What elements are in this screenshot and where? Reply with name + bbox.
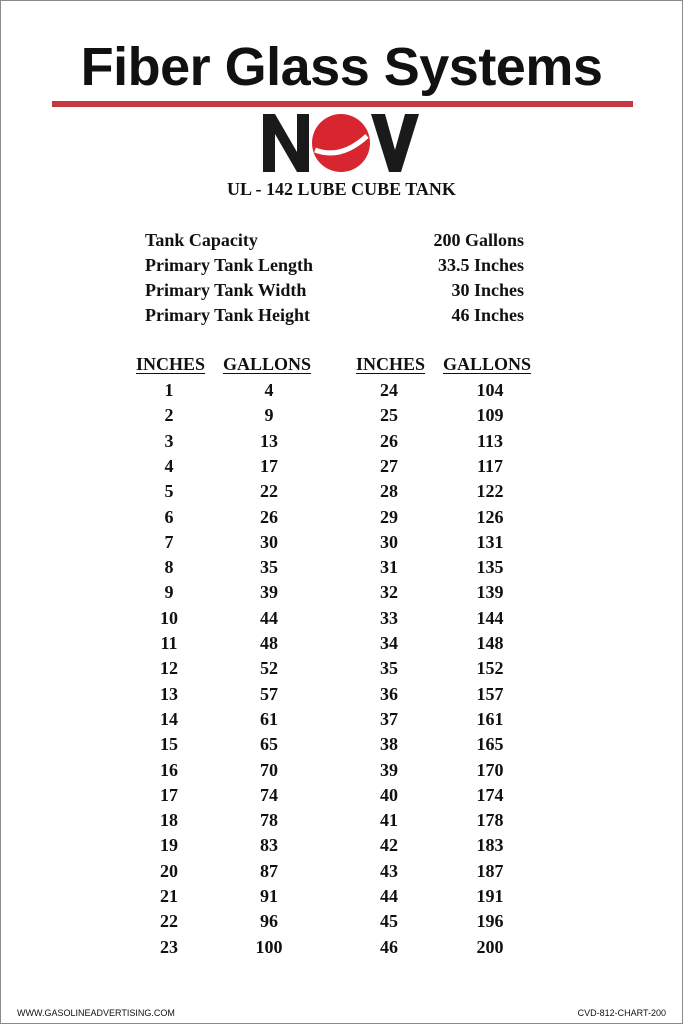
spec-row-capacity: [1, 229, 682, 253]
table-cell-inches: 21: [160, 886, 178, 906]
table-cell-inches: 38: [380, 734, 398, 755]
table-cell-gallons: 126: [476, 506, 504, 527]
table-cell-inches: 25: [380, 405, 398, 426]
table-cell-inches: 4: [164, 455, 174, 476]
table-cell-gallons: 52: [260, 658, 278, 679]
table-cell-inches: 9: [164, 582, 174, 603]
spec-value: 46 Inches: [451, 305, 524, 325]
table-cell-gallons: 187: [476, 860, 504, 881]
table-cell-gallons: 170: [476, 759, 504, 780]
table-cell-gallons: 104: [476, 380, 504, 400]
table-cell-inches: 45: [380, 911, 398, 932]
table-cell-inches: 19: [160, 835, 178, 856]
table-cell-inches: 34: [380, 633, 398, 653]
table-cell-inches: 6: [164, 506, 174, 527]
table-cell-inches: 42: [380, 835, 398, 856]
table-cell-gallons: 157: [476, 683, 504, 704]
red-divider: [52, 101, 633, 107]
table-cell-gallons: 152: [476, 658, 504, 679]
table-cell-inches: 41: [380, 810, 398, 831]
table-cell-inches: 18: [160, 810, 178, 831]
table-cell-gallons: 161: [476, 708, 504, 729]
column-header-inches-right: INCHES: [356, 354, 426, 374]
nov-logo-icon: [263, 114, 419, 172]
table-cell-gallons: 139: [476, 582, 504, 603]
spec-label: Primary Tank Height: [145, 305, 311, 325]
table-cell-inches: 3: [164, 430, 174, 451]
table-cell-inches: 43: [380, 860, 398, 881]
table-cell-gallons: 109: [476, 405, 504, 426]
table-cell-gallons: 196: [476, 911, 504, 932]
table-cell-gallons: 178: [476, 810, 504, 831]
table-cell-inches: 35: [380, 658, 398, 679]
table-cell-gallons: 61: [260, 708, 278, 729]
table-cell-gallons: 44: [260, 607, 278, 628]
spec-row-length: [1, 254, 682, 278]
table-cell-inches: 14: [160, 708, 178, 729]
column-header-gallons-right: GALLONS: [443, 354, 532, 374]
column-header-gallons-left: GALLONS: [223, 354, 312, 374]
table-cell-gallons: 22: [260, 481, 278, 502]
table-cell-gallons: 191: [476, 886, 504, 906]
table-cell-gallons: 78: [260, 810, 278, 831]
table-cell-gallons: 91: [260, 886, 278, 906]
table-cell-gallons: 70: [260, 759, 278, 780]
logo-letter-n: [263, 114, 309, 172]
table-cell-inches: 16: [160, 759, 178, 780]
table-cell-inches: 23: [160, 936, 178, 957]
logo-letter-v: [371, 114, 419, 172]
table-cell-inches: 28: [380, 481, 398, 502]
table-cell-inches: 32: [380, 582, 398, 603]
spec-label: Tank Capacity: [145, 230, 258, 250]
table-cell-inches: 12: [160, 658, 178, 679]
spec-label: Primary Tank Length: [145, 255, 314, 275]
table-cell-gallons: 83: [260, 835, 278, 856]
table-cell-inches: 20: [160, 860, 178, 881]
spec-value: 30 Inches: [451, 280, 524, 300]
table-cell-gallons: 100: [255, 936, 283, 957]
brand-title: Fiber Glass Systems: [80, 37, 603, 97]
table-cell-inches: 27: [380, 455, 398, 476]
table-cell-inches: 5: [164, 481, 174, 502]
table-cell-inches: 31: [380, 557, 398, 578]
spec-row-width: [1, 279, 682, 303]
table-cell-inches: 44: [380, 886, 398, 906]
table-cell-gallons: 35: [260, 557, 278, 578]
table-cell-inches: 36: [380, 683, 398, 704]
table-cell-gallons: 165: [476, 734, 504, 755]
table-cell-inches: 24: [380, 380, 398, 400]
table-cell-inches: 39: [380, 759, 398, 780]
table-cell-inches: 46: [380, 936, 398, 957]
table-cell-gallons: 65: [260, 734, 278, 755]
table-cell-inches: 33: [380, 607, 398, 628]
column-header-inches-left: INCHES: [136, 354, 206, 374]
footer-chart-code: CVD-812-CHART-200: [577, 1008, 666, 1018]
table-cell-inches: 30: [380, 531, 398, 552]
table-cell-gallons: 174: [476, 784, 504, 805]
table-cell-inches: 37: [380, 708, 398, 729]
table-cell-gallons: 57: [260, 683, 278, 704]
table-cell-gallons: 87: [260, 860, 278, 881]
table-cell-gallons: 183: [476, 835, 504, 856]
table-cell-gallons: 131: [476, 531, 504, 552]
spec-value: 33.5 Inches: [437, 255, 524, 275]
table-cell-gallons: 148: [476, 633, 504, 653]
table-cell-inches: 10: [160, 607, 178, 628]
table-cell-gallons: 200: [476, 936, 504, 957]
table-cell-gallons: 144: [476, 607, 504, 628]
table-cell-inches: 22: [160, 911, 178, 932]
table-cell-gallons: 48: [260, 633, 278, 653]
table-cell-gallons: 4: [264, 380, 274, 400]
table-cell-inches: 11: [160, 633, 178, 653]
table-cell-gallons: 39: [260, 582, 278, 603]
table-cell-gallons: 26: [260, 506, 278, 527]
table-cell-gallons: 135: [476, 557, 504, 578]
table-cell-inches: 40: [380, 784, 398, 805]
table-cell-gallons: 13: [260, 430, 278, 451]
table-cell-inches: 29: [380, 506, 398, 527]
table-cell-inches: 8: [164, 557, 174, 578]
table-cell-gallons: 9: [264, 405, 274, 426]
spec-label: Primary Tank Width: [145, 280, 307, 300]
table-cell-inches: 17: [160, 784, 178, 805]
footer-website: WWW.GASOLINEADVERTISING.COM: [17, 1008, 175, 1018]
table-cell-inches: 2: [164, 405, 174, 426]
table-cell-inches: 7: [164, 531, 174, 552]
table-cell-inches: 1: [164, 380, 174, 400]
spec-value: 200 Gallons: [433, 230, 524, 250]
table-cell-gallons: 117: [476, 455, 503, 476]
spec-row-height: [1, 304, 682, 328]
table-cell-gallons: 122: [476, 481, 504, 502]
table-cell-gallons: 17: [260, 455, 278, 476]
table-cell-inches: 15: [160, 734, 178, 755]
tank-subtitle: UL - 142 LUBE CUBE TANK: [227, 179, 456, 199]
table-cell-gallons: 96: [260, 911, 278, 932]
table-cell-inches: 13: [160, 683, 178, 704]
table-cell-inches: 26: [380, 430, 398, 451]
table-cell-gallons: 74: [260, 784, 278, 805]
table-cell-gallons: 113: [476, 430, 503, 451]
table-cell-gallons: 30: [260, 531, 278, 552]
